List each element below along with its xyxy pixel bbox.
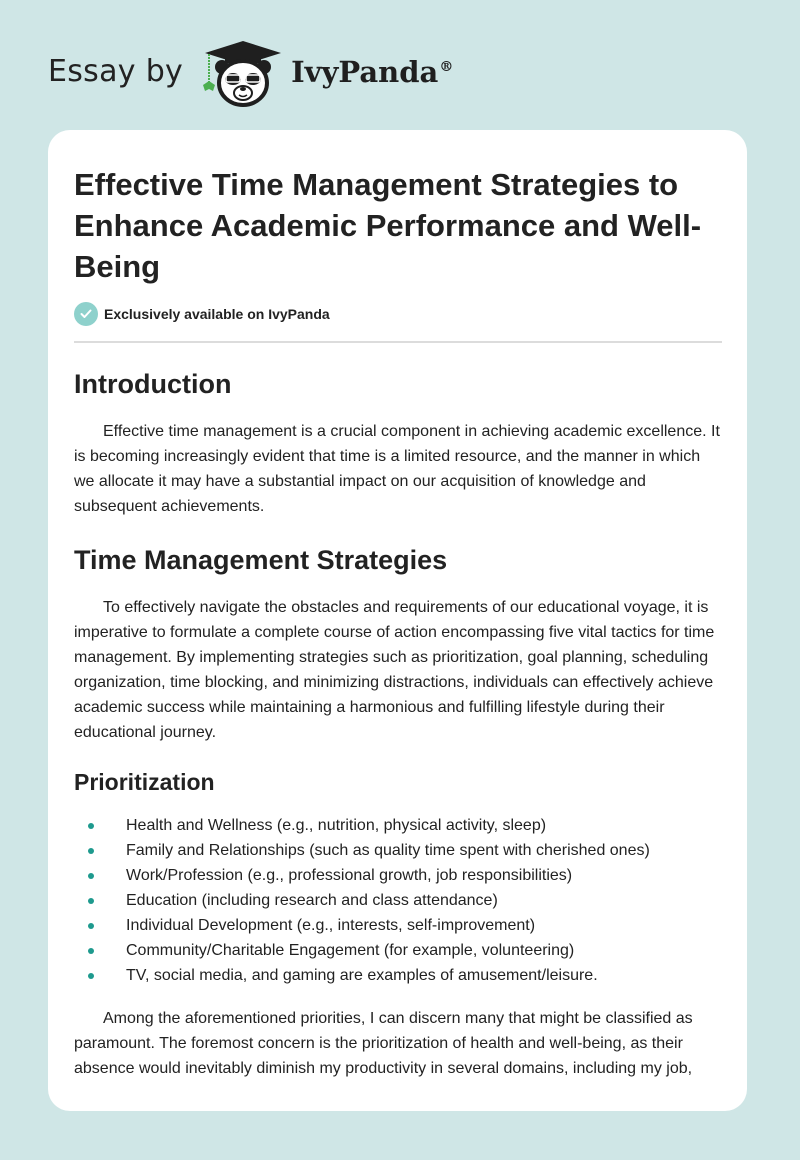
section-heading-introduction: Introduction [74, 369, 232, 399]
list-item: TV, social media, and gaming are examples of amusement/leisure. [74, 963, 722, 988]
brand-name[interactable]: IvyPanda® [291, 55, 454, 89]
list-item: Health and Wellness (e.g., nutrition, physical activity, sleep) [74, 813, 722, 838]
bullet-icon [88, 848, 94, 854]
bullet-icon [88, 948, 94, 954]
exclusive-badge [74, 302, 722, 326]
registered-mark: ® [439, 59, 454, 76]
essay-title: Effective Time Management Strategies to Enhance Academic Performance and Well-Being [74, 167, 702, 284]
essay-card [48, 130, 747, 1111]
bullet-icon [88, 873, 94, 879]
list-item: Work/Profession (e.g., professional growth, job responsibilities) [74, 863, 722, 888]
bullet-icon [88, 923, 94, 929]
check-circle-icon [74, 302, 98, 326]
priorities-list [74, 813, 722, 988]
graduated-panda-logo-icon[interactable] [197, 37, 285, 109]
list-item: Family and Relationships (such as quality time spent with cherished ones) [74, 838, 722, 863]
bullet-icon [88, 898, 94, 904]
prioritization-paragraph: Among the aforementioned priorities, I can discern many that might be classified as paramount. The foremost concern is the prioritization of health and well-being, as their absence would inevitably diminish my productivity in several domains, including my job, [74, 1010, 693, 1077]
title-divider [74, 341, 722, 343]
exclusive-label: Exclusively available on IvyPanda [104, 306, 330, 322]
strategies-paragraph: To effectively navigate the obstacles and requirements of our educational voyage, it is imperative to formulate a complete course of action encompassing five vital tactics for time management. By implementing strategies such as prioritization, goal planning, scheduling organization, time blocking, and minimizing distractions, individuals can effectively achieve academic success while maintaining a harmonious and fulfilling lifestyle during their educational journey. [74, 599, 715, 741]
bullet-icon [88, 823, 94, 829]
section-heading-strategies: Time Management Strategies [74, 545, 448, 575]
list-item: Community/Charitable Engagement (for example, volunteering) [74, 938, 722, 963]
list-item: Education (including research and class attendance) [74, 888, 722, 913]
subsection-heading-prioritization: Prioritization [74, 769, 215, 795]
site-header [48, 38, 453, 108]
introduction-paragraph: Effective time management is a crucial component in achieving academic excellence. It is becoming increasingly evident that time is a limited resource, and the manner in which we allocate it may have a substantial impact on our acquisition of knowledge and subsequent achievements. [74, 423, 720, 515]
bullet-icon [88, 973, 94, 979]
essay-by-label: Essay by [48, 53, 184, 89]
list-item: Individual Development (e.g., interests, self-improvement) [74, 913, 722, 938]
